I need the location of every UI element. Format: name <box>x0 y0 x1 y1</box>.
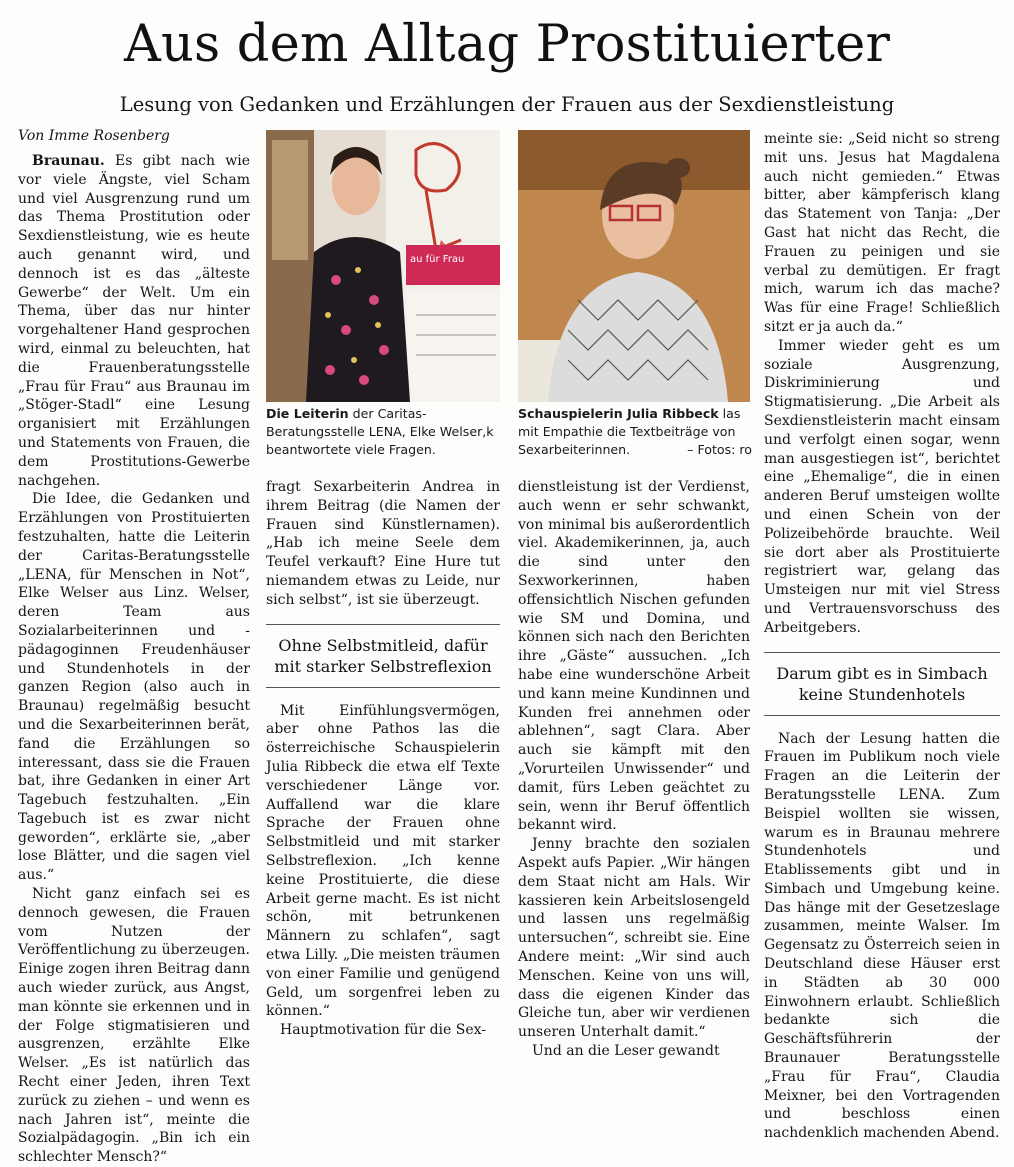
paragraph: dienstleistung ist der Verdienst, auch wenn er sehr schwankt, von minimal bis außerordentlich viel. Akademikerinnen, ja, auch die sind unter den Sexworkerinnen, haben offensichtlich Nischen gefunden wie SM und Domina, und können sich nach den Berichten ihre „Gäste“ aussuchen. „Ich habe eine wunderschöne Arbeit und kann meine Kundinnen und Kunden frei annehmen oder ablehnen“, sagt Clara. Aber auch sie kämpft mit den „Vorurteilen Unwissender“ und damit, fürs Leben geächtet zu sein, wenn ihr Beruf öffentlich bekannt wird. <box>518 479 750 834</box>
paragraph: fragt Sexarbeiterin Andrea in ihrem Beitrag (die Namen der Frauen sind Künstlernamen). „Hab ich meine Seele dem Teufel verkauft? Eine Hure tut niemandem etwas zu Leide, nur sich selbst“, ist sie überzeugt. <box>266 479 500 608</box>
paragraph: Immer wieder geht es um soziale Ausgrenzung, Diskriminierung und Stigmatisierung. „Die Arbeit als Sexdienstleisterin macht einsam und verfolgt einen sogar, wenn man ausgestiegen ist“, berichtet eine „Ehemalige“, die in einen anderen Beruf umsteigen wollte und einen Schein von der Polizeibehörde brauchte. Weil sie dort aber als Prostituierte registriert war, gelang das Umsteigen nur mit viel Stress und Vertrauensvorschuss des Arbeitgebers. <box>764 337 1000 636</box>
caption-bold: Die Leiterin <box>266 406 349 421</box>
article-column-3 <box>518 478 750 1061</box>
article-headline: Aus dem Alltag Prostituierter <box>123 15 891 74</box>
paragraph: Nach der Lesung hatten die Frauen im Publikum noch viele Fragen an die Leiterin der Beratungsstelle LENA. Zum Beispiel wollten sie wissen, warum es in Braunau mehrere Stundenhotels und Etablissements gibt und in Simbach und Umgebung keine. Das hänge mit der Gesetzeslage zusammen, meinte Walser. Im Gegensatz zu Österreich seien in Deutschland diese Häuser erst in Städten ab 30 000 Einwohnern erlaubt. Schließlich bedankte sich die Geschäftsführerin der Braunauer Beratungsstelle „Frau für Frau“, Claudia Meixner, bei den Vortragenden und beschloss einen nachdenklich machenden Abend. <box>764 730 1000 1142</box>
paragraph <box>18 152 250 490</box>
article-column-1 <box>18 152 250 1167</box>
photo-leiterin <box>266 130 500 402</box>
paragraph-text: Es gibt nach wie vor viele Ängste, viel Scham und viel Ausgrenzung rund um das Thema Prostitution oder Sexdienstleistung, wie es heute auch genannt wird, und dennoch ist es das „älteste Gewerbe“ der Welt. Um ein Thema, über das nur hinter vorgehaltener Hand gesprochen wird, einmal zu beleuchten, hat die Frauenberatungsstelle „Frau für Frau“ aus Braunau im „Stöger-Stadl“ eine Lesung organisiert mit Erzählungen und Statements von Frauen, die dem Prostitutions-Gewerbe nachgehen. <box>18 153 250 489</box>
paragraph: Hauptmotivation für die Sex- <box>280 1022 486 1039</box>
paragraph: Mit Einfühlungsvermögen, aber ohne Pathos las die österreichische Schauspielerin Julia Ribbeck die etwa elf Texte verschiedener Länge vor. Auffallend war die klare Sprache der Frauen ohne Selbstmitleid und mit starker Selbstreflexion. „Ich kenne keine Prostituierte, die diese Arbeit gerne macht. Es ist nicht schön, mit betrunkenen Männern zu schlafen“, sagt etwa Lilly. „Die meisten träumen von einer Familie und genügend Geld, um sorgenfrei leben zu können.“ <box>266 702 500 1020</box>
paragraph: Die Idee, die Gedanken und Erzählungen von Prostituierten festzuhalten, hatte die Leiterin der Caritas-Beratungsstelle „LENA, für Menschen in Not“, Elke Welser aus Linz. Welser, deren Team aus Sozialarbeiterinnen und -pädagoginnen Freudenhäuser und Stundenhotels in der ganzen Region (also auch in Braunau) regelmäßig besucht und die Sexarbeiterinnen berät, fand die Erzählungen so interessant, dass sie die Frauen bat, ihre Gedanken in einer Art Tagebuch festzuhalten. „Ein Tagebuch ist es zwar nicht geworden“, erklärte sie, „aber lose Blätter, und die sagen viel aus.“ <box>18 491 250 884</box>
caption-text: der Caritas-Beratungsstelle LENA, Elke Welser,k beantwortete viele Fragen. <box>266 406 494 457</box>
photo-schauspielerin <box>518 130 750 402</box>
photo-leiterin-image <box>266 130 500 402</box>
paragraph: Und an die Leser gewandt <box>532 1042 720 1059</box>
paragraph: Jenny brachte den sozialen Aspekt aufs Papier. „Wir hängen dem Staat nicht am Hals. Wir kassieren kein Arbeitslosengeld und lassen uns regelmäßig untersuchen“, schreibt sie. Eine Andere meint: „Wir sind auch Menschen. Keine von uns will, dass die eigenen Kinder das Gleiche tun, aber wir verdienen unseren Unterhalt damit.“ <box>518 836 750 1041</box>
dateline: Braunau. <box>32 153 105 169</box>
caption-bold: Schauspielerin Julia Ribbeck <box>518 406 719 421</box>
intermediate-heading <box>764 652 1000 716</box>
photo-schauspielerin-image <box>518 130 750 402</box>
caption-text: las mit Empathie die Textbeiträge von Sexarbeiterinnen. <box>518 406 741 457</box>
photo-caption-1 <box>266 405 502 459</box>
article-column-2 <box>266 478 500 1040</box>
article-column-4 <box>764 130 1000 1143</box>
article-subheadline: Lesung von Gedanken und Erzählungen der Frauen aus der Sexdienstleistung <box>119 93 895 116</box>
photo-credit: – Fotos: ro <box>687 442 752 457</box>
intermediate-heading-text: Darum gibt es in Simbach keine Stundenhotels <box>776 663 988 704</box>
intermediate-heading-text: Ohne Selbstmitleid, dafür mit starker Selbstreflexion <box>274 635 492 676</box>
intermediate-heading <box>266 624 500 688</box>
paragraph: Nicht ganz einfach sei es dennoch gewesen, die Frauen vom Nutzen der Veröffentlichung zu überzeugen. Einige zogen ihren Beitrag dann auch wieder zurück, aus Angst, man könnte sie erkennen und in der Folge stigmatisieren und ausgrenzen, erzählte Elke Welser. „Es ist natürlich das Recht einer Jeden, ihren Text zurück zu ziehen – und wenn es nach Jahren ist“, meinte die Sozialpädagogin. „Bin ich ein schlechter Mensch?“ <box>18 886 250 1166</box>
photo-caption-2 <box>518 405 752 459</box>
paragraph: meinte sie: „Seid nicht so streng mit uns. Jesus hat Magdalena auch nicht gemieden.“ Etwas bitter, aber kämpferisch klang das Statement von Tanja: „Der Gast hat nicht das Recht, die Frauen zu peinigen und sie verbal zu demütigen. Er fragt mich, warum ich das mache? Was für eine Frage! Schließlich sitzt er ja auch da.“ <box>764 131 1000 335</box>
byline: Von Imme Rosenberg <box>18 128 170 144</box>
poster-text: au für Frau <box>410 254 465 265</box>
